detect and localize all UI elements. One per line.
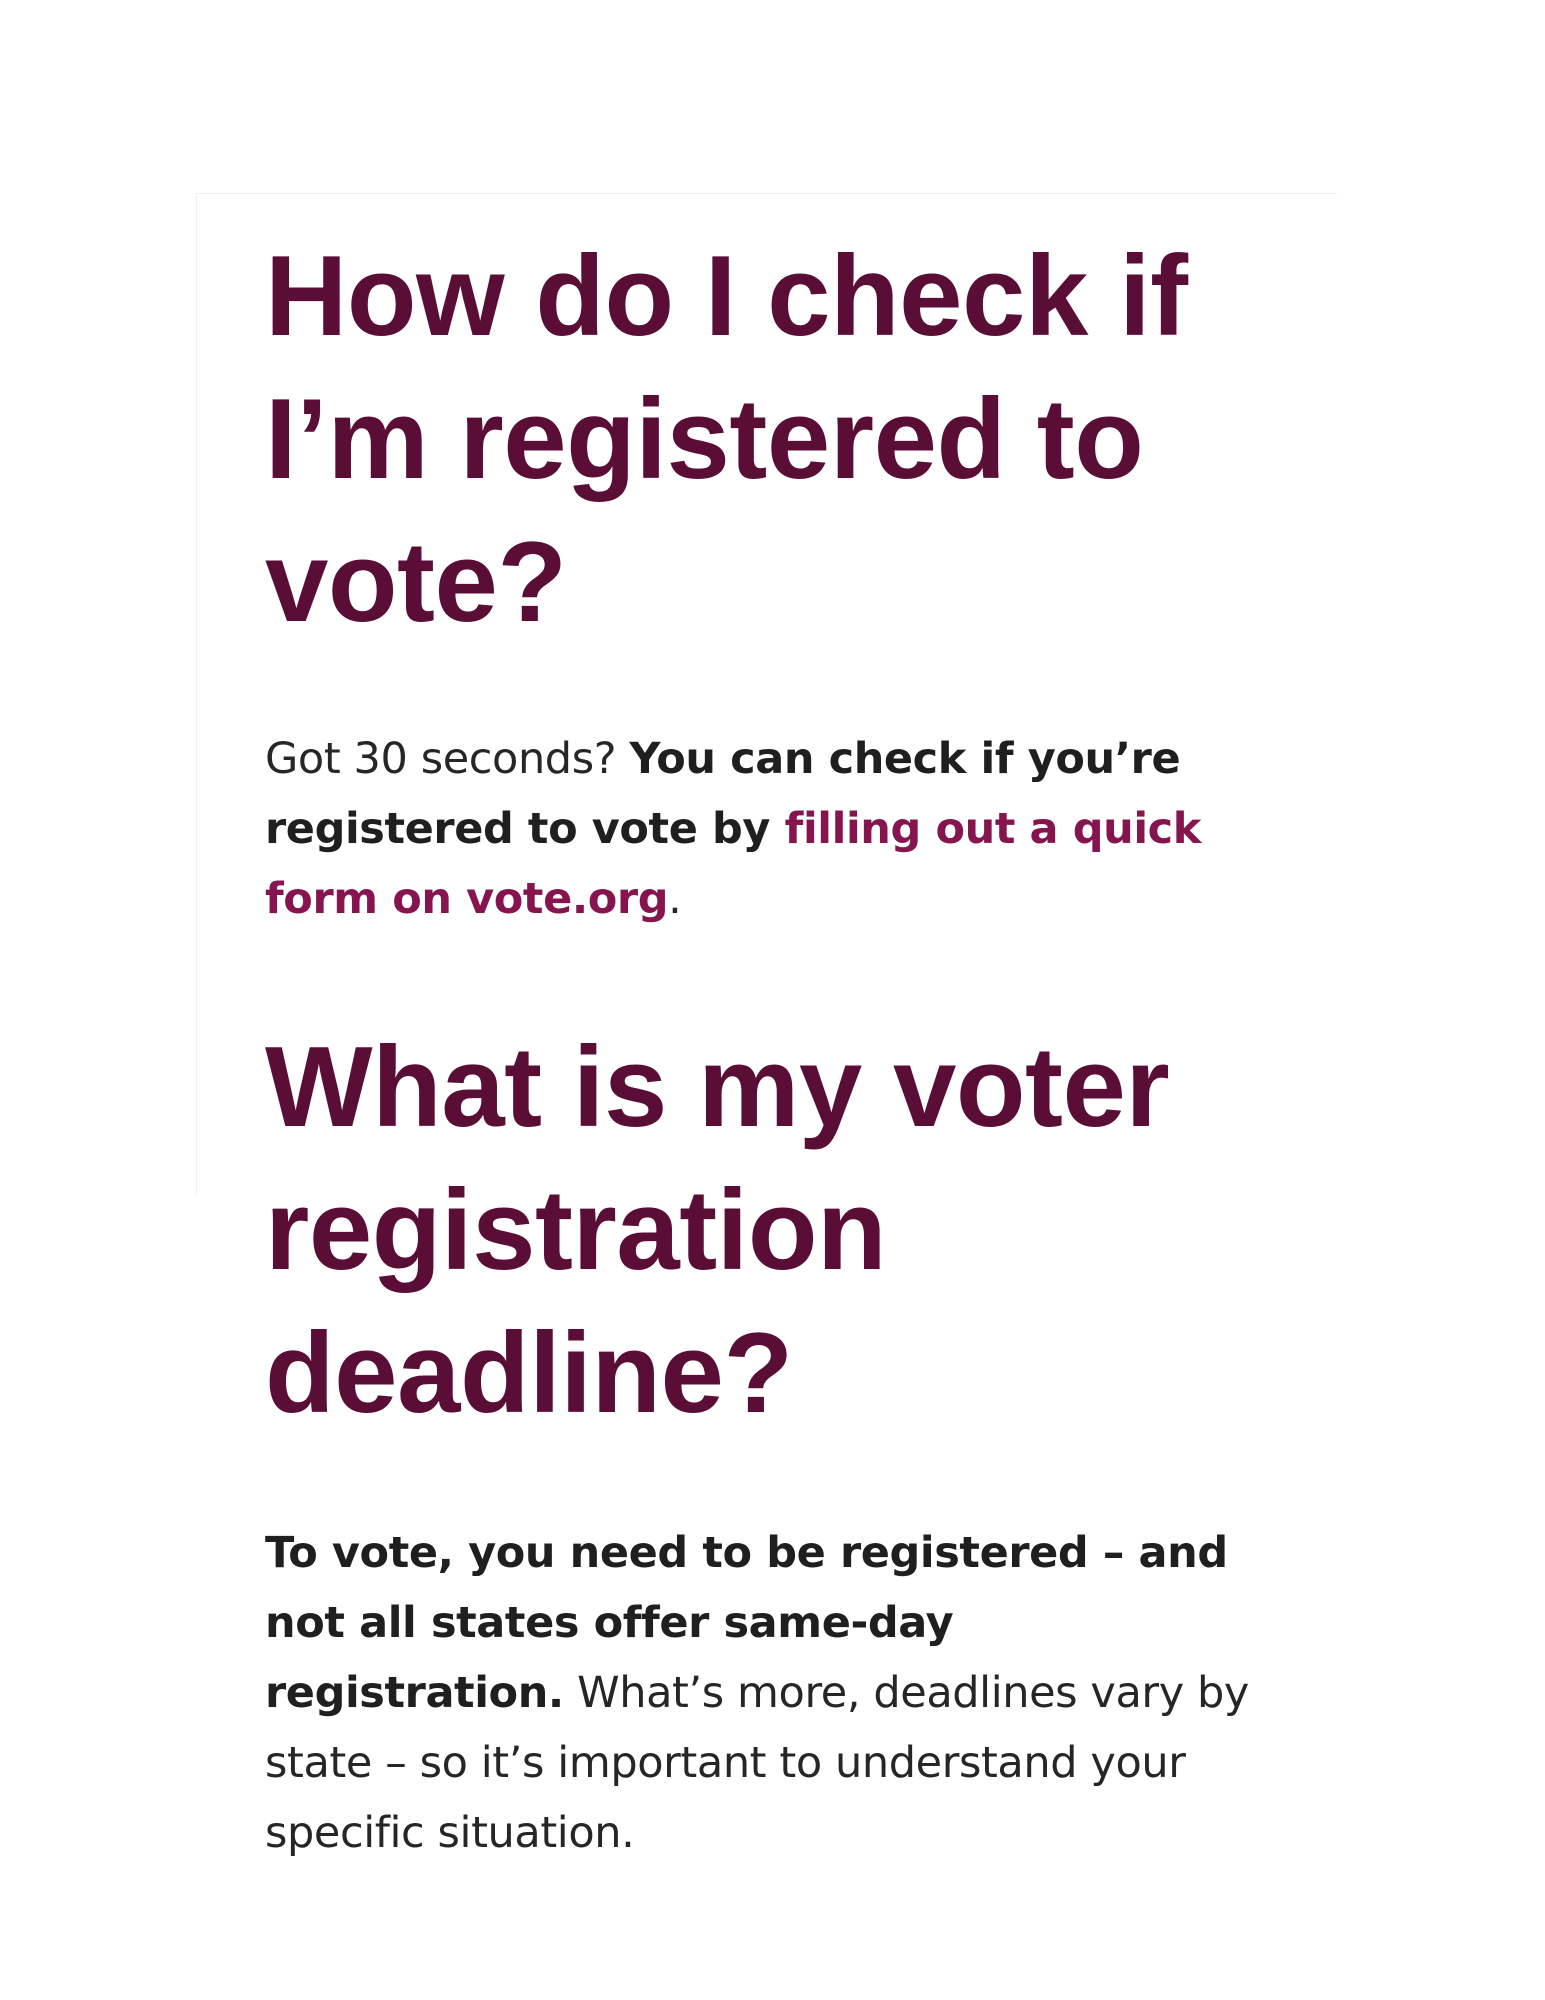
bold-text: To vote, you need to be registered – and not all states offer same-day registration. [265, 1528, 1228, 1718]
paragraph-check-registration [265, 724, 1225, 934]
intro-text: Got 30 seconds? [265, 734, 630, 784]
article-content [265, 225, 1325, 1868]
vote-org-form-link[interactable]: filling out a quick form on vote.org [265, 804, 1201, 924]
body-text: What’s more, deadlines vary by state – so it’s important to understand your specific situation. [265, 1668, 1249, 1858]
heading-check-registration: How do I check if I’m registered to vote? [265, 233, 1188, 646]
paragraph-registration-deadline [265, 1518, 1265, 1868]
period-text: . [668, 874, 682, 924]
heading-registration-deadline: What is my voter registration deadline? [265, 1024, 1170, 1437]
bold-text: You can check if you’re registered to vote by [265, 734, 1181, 854]
